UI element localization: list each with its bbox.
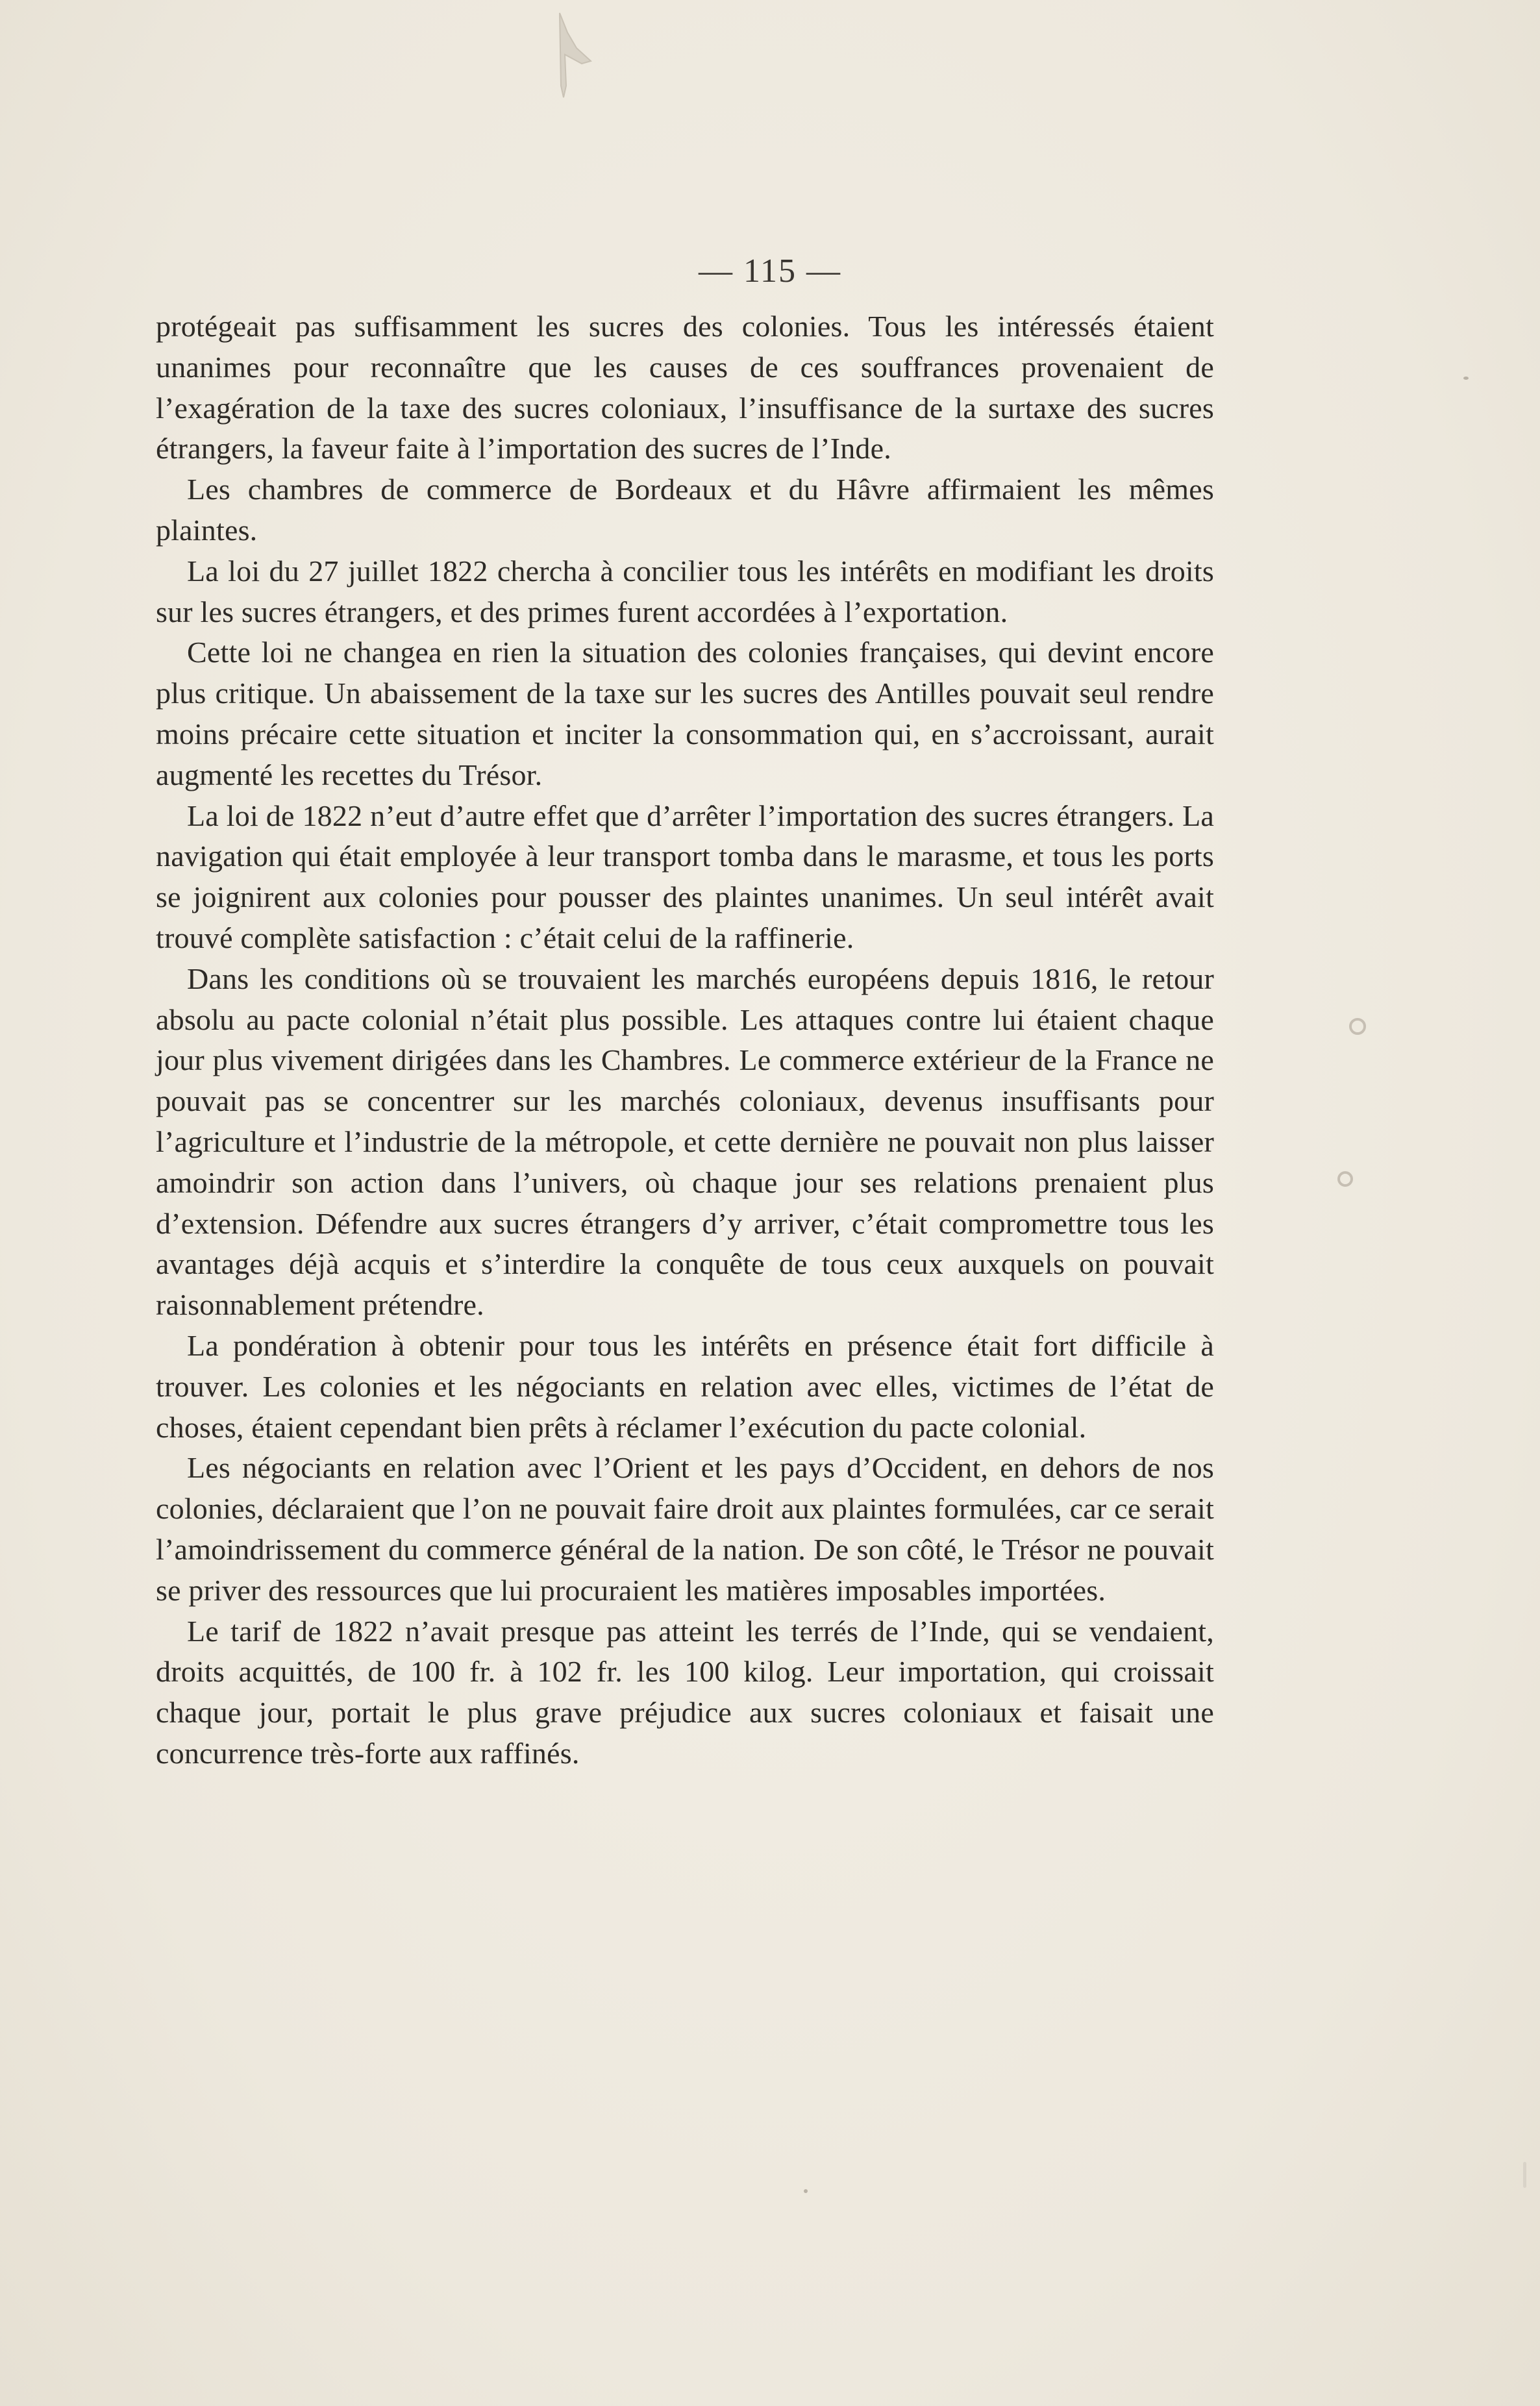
paragraph: La pondération à obtenir pour tous les intérêts en présence était fort difficile à trouver. Les colonies et les négociants en relation avec elles, victimes de l’état de choses, étaient cependant bien prêts à réclamer l’exécution du pacte colonial.	[156, 1328, 1214, 1444]
page-tab-mark-icon	[551, 9, 596, 100]
page-number: — 115 —	[698, 253, 842, 290]
paper-speck	[1523, 2162, 1526, 2188]
paragraph: Dans les conditions où se trouvaient les marchés européens depuis 1816, le retour absolu au pacte colonial n’était plus possible. Les attaques contre lui étaient chaque jour plus vivement dirigées dans les Chambres. Le commerce extérieur de la France ne pouvait pas se concentrer sur les marchés coloniaux, devenus insuffisants pour l’agriculture et l’industrie de la métropole, et cette dernière ne pouvait non plus laisser amoindrir son action dans l’univers, où chaque jour ses relations prenaient plus d’extension. Défendre aux sucres étrangers d’y arriver, c’était compromettre tous les avantages déjà acquis et s’interdire la conquête de tous ceux auxquels on pouvait raisonnablement prétendre.	[156, 961, 1214, 1322]
paper-speck	[1463, 377, 1469, 380]
paper-speck	[804, 2189, 808, 2193]
paper-speck	[1349, 1018, 1366, 1035]
paragraph: Les négociants en relation avec l’Orient et les pays d’Occident, en dehors de nos colonies, déclaraient que l’on ne pouvait faire droit aux plaintes formulées, car ce serait l’amoindrissement du commerce général de la nation. De son côté, le Trésor ne pouvait se priver des ressources que lui procuraient les matières imposables importées.	[156, 1451, 1214, 1607]
paragraph: protégeait pas suffisamment les sucres des colonies. Tous les intéressés étaient unanimes pour reconnaître que les causes de ces souffrances provenaient de l’exagération de la taxe des sucres coloniaux, l’insuffisance de la surtaxe des sucres étrangers, la faveur faite à l’importation des sucres de l’Inde.	[156, 310, 1214, 465]
paragraph: Cette loi ne changea en rien la situation des colonies françaises, qui devint encore plus critique. Un abaissement de la taxe sur les sucres des Antilles pouvait seul rendre moins précaire cette situation et inciter la consommation qui, en s’accroissant, aurait augmenté les recettes du Trésor.	[156, 636, 1214, 791]
paragraph: Les chambres de commerce de Bordeaux et du Hâvre affirmaient les mêmes plaintes.	[156, 473, 1214, 547]
body-text	[156, 306, 1214, 1774]
paragraph: La loi du 27 juillet 1822 chercha à concilier tous les intérêts en modifiant les droits sur les sucres étrangers, et des primes furent accordées à l’exportation.	[156, 554, 1214, 628]
paragraph: Le tarif de 1822 n’avait presque pas atteint les terrés de l’Inde, qui se vendaient, droits acquittés, de 100 fr. à 102 fr. les 100 kilog. Leur importation, qui croissait chaque jour, portait le plus grave préjudice aux sucres coloniaux et faisait une concurrence très-forte aux raffinés.	[156, 1614, 1214, 1770]
paper-speck	[1337, 1171, 1353, 1187]
paragraph: La loi de 1822 n’eut d’autre effet que d’arrêter l’importation des sucres étrangers. La navigation qui était employée à leur transport tomba dans le marasme, et tous les ports se joignirent aux colonies pour pousser des plaintes unanimes. Un seul intérêt avait trouvé complète satisfaction : c’était celui de la raffinerie.	[156, 799, 1214, 954]
